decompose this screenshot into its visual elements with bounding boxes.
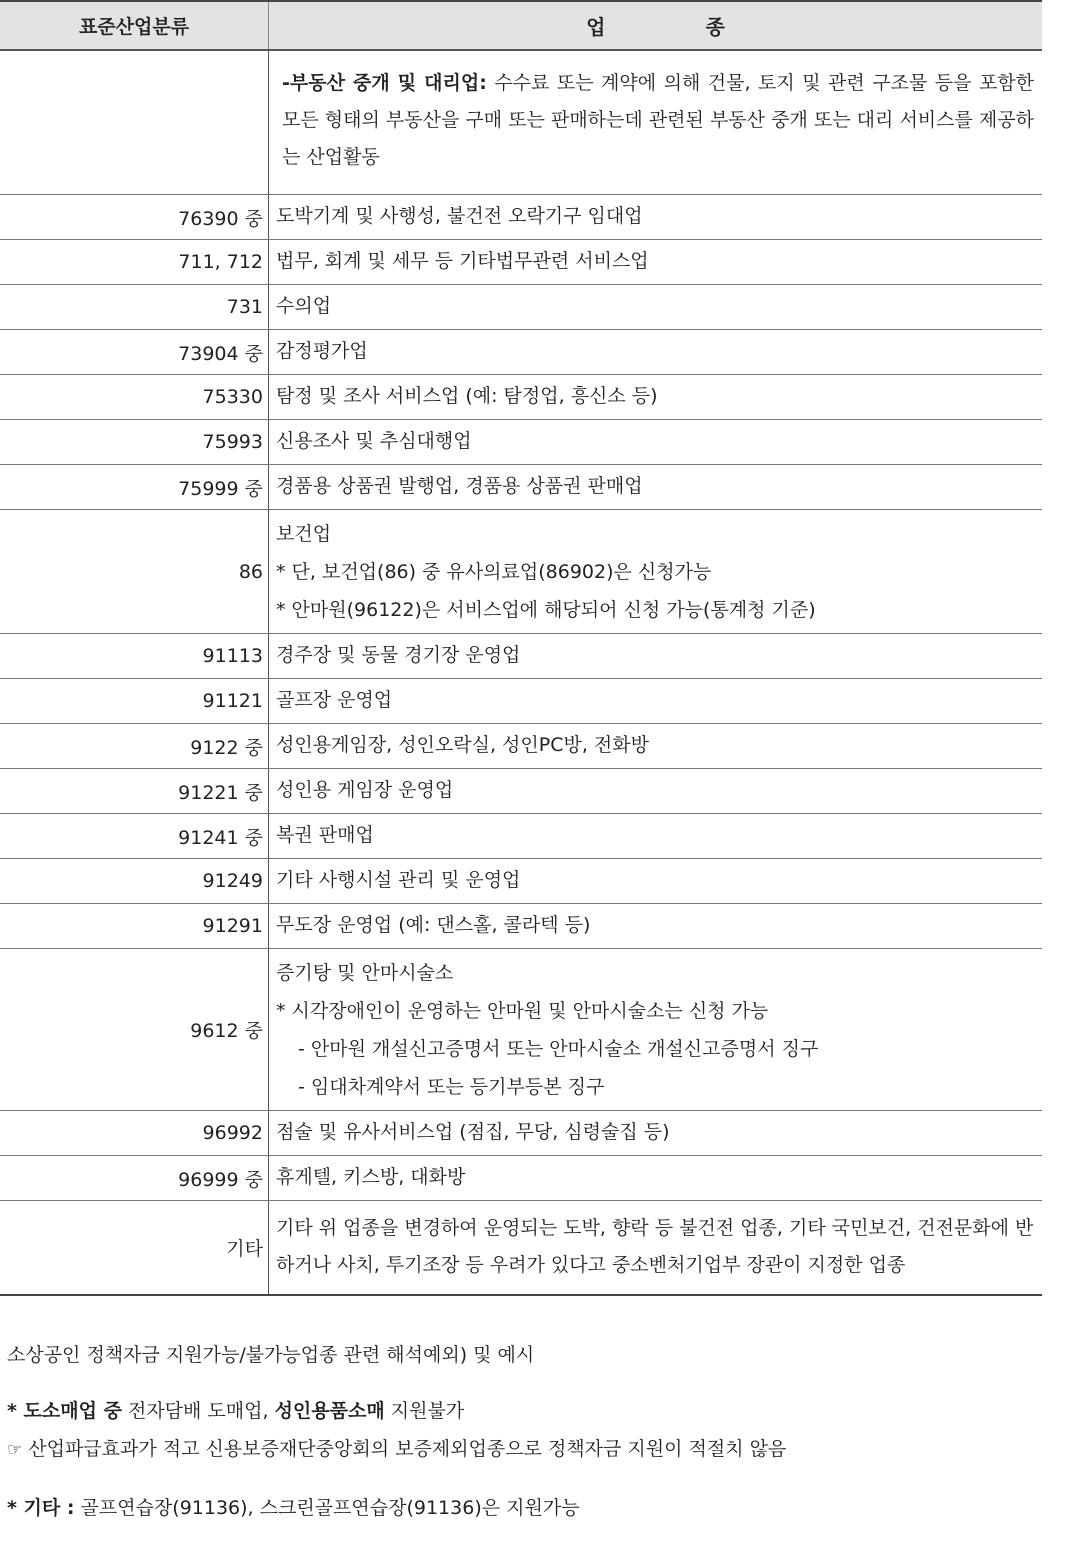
row-term: -부동산 중개 및 대리업: xyxy=(282,72,487,94)
table-row xyxy=(0,769,1042,814)
pointing-hand-icon: ☞ xyxy=(7,1440,23,1460)
row-description xyxy=(269,51,1042,194)
row-description-line: * 시각장애인이 운영하는 안마원 및 안마시술소는 신청 가능 xyxy=(276,1000,769,1022)
row-description-line: 경주장 및 동물 경기장 운영업 xyxy=(276,644,521,666)
footer-item-other-bold: * 기타 : xyxy=(7,1497,75,1519)
row-code: 96999 중 xyxy=(0,1156,269,1200)
row-description xyxy=(269,859,1042,903)
row-description-line: * 단, 보건업(86) 중 유사의료업(86902)은 신청가능 xyxy=(276,561,712,583)
row-description xyxy=(269,375,1042,419)
row-description-line: 복권 판매업 xyxy=(276,824,374,846)
footer-item-wholesale-text1: 전자담배 도매업, xyxy=(121,1400,275,1422)
row-description-line: 골프장 운영업 xyxy=(276,689,393,711)
footer-item-wholesale-bold2: 성인용품소매 xyxy=(274,1400,385,1422)
row-description-line: - 임대차계약서 또는 등기부등본 징구 xyxy=(298,1076,605,1098)
row-description xyxy=(269,330,1042,374)
table-row xyxy=(0,330,1042,375)
row-description-line: 경품용 상품권 발행업, 경품용 상품권 판매업 xyxy=(276,475,643,497)
footer-item-other xyxy=(7,1493,1057,1520)
row-code: 731 xyxy=(0,285,269,329)
row-code: 기타 xyxy=(0,1201,269,1294)
row-description xyxy=(269,1111,1042,1155)
table-row xyxy=(0,51,1042,195)
row-description-line: 법무, 회계 및 세무 등 기타법무관련 서비스업 xyxy=(276,250,649,272)
row-code: 91291 xyxy=(0,904,269,948)
row-description xyxy=(269,1156,1042,1200)
row-code: 75330 xyxy=(0,375,269,419)
header-business xyxy=(269,2,1042,49)
row-description xyxy=(269,634,1042,678)
row-code: 96992 xyxy=(0,1111,269,1155)
table-row xyxy=(0,1156,1042,1201)
row-description xyxy=(269,904,1042,948)
row-code: 91241 중 xyxy=(0,814,269,858)
row-description-line: 감정평가업 xyxy=(276,340,368,362)
header-classification: 표준산업분류 xyxy=(0,2,269,49)
row-code xyxy=(0,51,269,194)
footer-title: 소상공인 정책자금 지원가능/불가능업종 관련 해석예외) 및 예시 xyxy=(7,1344,535,1366)
row-description-line: 수의업 xyxy=(276,295,332,317)
table-row xyxy=(0,904,1042,949)
row-description-line: 탐정 및 조사 서비스업 (예: 탐정업, 흥신소 등) xyxy=(276,385,658,407)
row-description xyxy=(269,949,1042,1110)
table-row xyxy=(0,285,1042,330)
row-code: 75999 중 xyxy=(0,465,269,509)
row-description-line: 신용조사 및 추심대행업 xyxy=(276,430,472,452)
row-description xyxy=(269,769,1042,813)
table-row xyxy=(0,724,1042,769)
footer-item-wholesale-bold1: * 도소매업 중 xyxy=(7,1400,122,1422)
footer-item-wholesale-note xyxy=(7,1434,1057,1461)
table-row xyxy=(0,679,1042,724)
table-row xyxy=(0,465,1042,510)
row-description xyxy=(269,724,1042,768)
row-code: 86 xyxy=(0,510,269,633)
row-code: 91249 xyxy=(0,859,269,903)
row-code: 711, 712 xyxy=(0,240,269,284)
footer-note-text: 산업파급효과가 적고 신용보증재단중앙회의 보증제외업종으로 정책자금 지원이 적절치 않음 xyxy=(28,1438,787,1460)
table-row xyxy=(0,420,1042,465)
row-code: 9612 중 xyxy=(0,949,269,1110)
row-description xyxy=(269,195,1042,239)
table-row xyxy=(0,949,1042,1111)
row-description-line: 성인용 게임장 운영업 xyxy=(276,779,454,801)
row-description xyxy=(269,285,1042,329)
footer-item-other-text: 골프연습장(91136), 스크린골프연습장(91136)은 지원가능 xyxy=(74,1497,580,1519)
row-text: 수수료 또는 계약에 의해 건물, 토지 및 관련 구조물 등을 포함한 모든 형태의 부동산을 구매 또는 판매하는데 관련된 부동산 중개 또는 대리 서비스를 제공하는 산업활동 xyxy=(282,72,1035,168)
table-row xyxy=(0,634,1042,679)
row-code: 76390 중 xyxy=(0,195,269,239)
row-description xyxy=(269,240,1042,284)
row-description-line: 보건업 xyxy=(276,523,332,545)
row-code: 73904 중 xyxy=(0,330,269,374)
row-description-line: * 안마원(96122)은 서비스업에 해당되어 신청 가능(통계청 기준) xyxy=(276,599,816,621)
row-description xyxy=(269,465,1042,509)
row-description-line: 점술 및 유사서비스업 (점집, 무당, 심령술집 등) xyxy=(276,1121,670,1143)
table-row xyxy=(0,814,1042,859)
footer-notes xyxy=(7,1340,1057,1520)
footer-item-wholesale-text2: 지원불가 xyxy=(384,1400,465,1422)
header-business-a: 업 xyxy=(586,15,606,39)
row-description-line: 휴게텔, 키스방, 대화방 xyxy=(276,1166,466,1188)
row-description xyxy=(269,814,1042,858)
row-description-line: 무도장 운영업 (예: 댄스홀, 콜라텍 등) xyxy=(276,914,591,936)
row-description-line: 도박기계 및 사행성, 불건전 오락기구 임대업 xyxy=(276,205,643,227)
row-code: 91121 xyxy=(0,679,269,723)
row-description xyxy=(269,679,1042,723)
row-code: 91113 xyxy=(0,634,269,678)
table-row xyxy=(0,195,1042,240)
table-row xyxy=(0,1201,1042,1296)
table-row xyxy=(0,375,1042,420)
row-code: 75993 xyxy=(0,420,269,464)
table-row xyxy=(0,1111,1042,1156)
row-description: 기타 위 업종을 변경하여 운영되는 도박, 향락 등 불건전 업종, 기타 국민보건, 건전문화에 반하거나 사치, 투기조장 등 우려가 있다고 중소벤처기업부 장관이 지정한 업종 xyxy=(276,1217,1034,1276)
row-code: 91221 중 xyxy=(0,769,269,813)
row-code: 9122 중 xyxy=(0,724,269,768)
row-description-line: - 안마원 개설신고증명서 또는 안마시술소 개설신고증명서 징구 xyxy=(298,1038,819,1060)
footer-item-wholesale xyxy=(7,1396,1057,1423)
header-business-b: 종 xyxy=(705,15,725,39)
row-description-line: 증기탕 및 안마시술소 xyxy=(276,962,454,984)
row-description-line: 기타 사행시설 관리 및 운영업 xyxy=(276,869,521,891)
row-description-line: 성인용게임장, 성인오락실, 성인PC방, 전화방 xyxy=(276,734,649,756)
row-description xyxy=(269,420,1042,464)
table-row xyxy=(0,240,1042,285)
table-row xyxy=(0,510,1042,634)
table-header xyxy=(0,0,1042,51)
table-row xyxy=(0,859,1042,904)
row-description xyxy=(269,510,1042,633)
